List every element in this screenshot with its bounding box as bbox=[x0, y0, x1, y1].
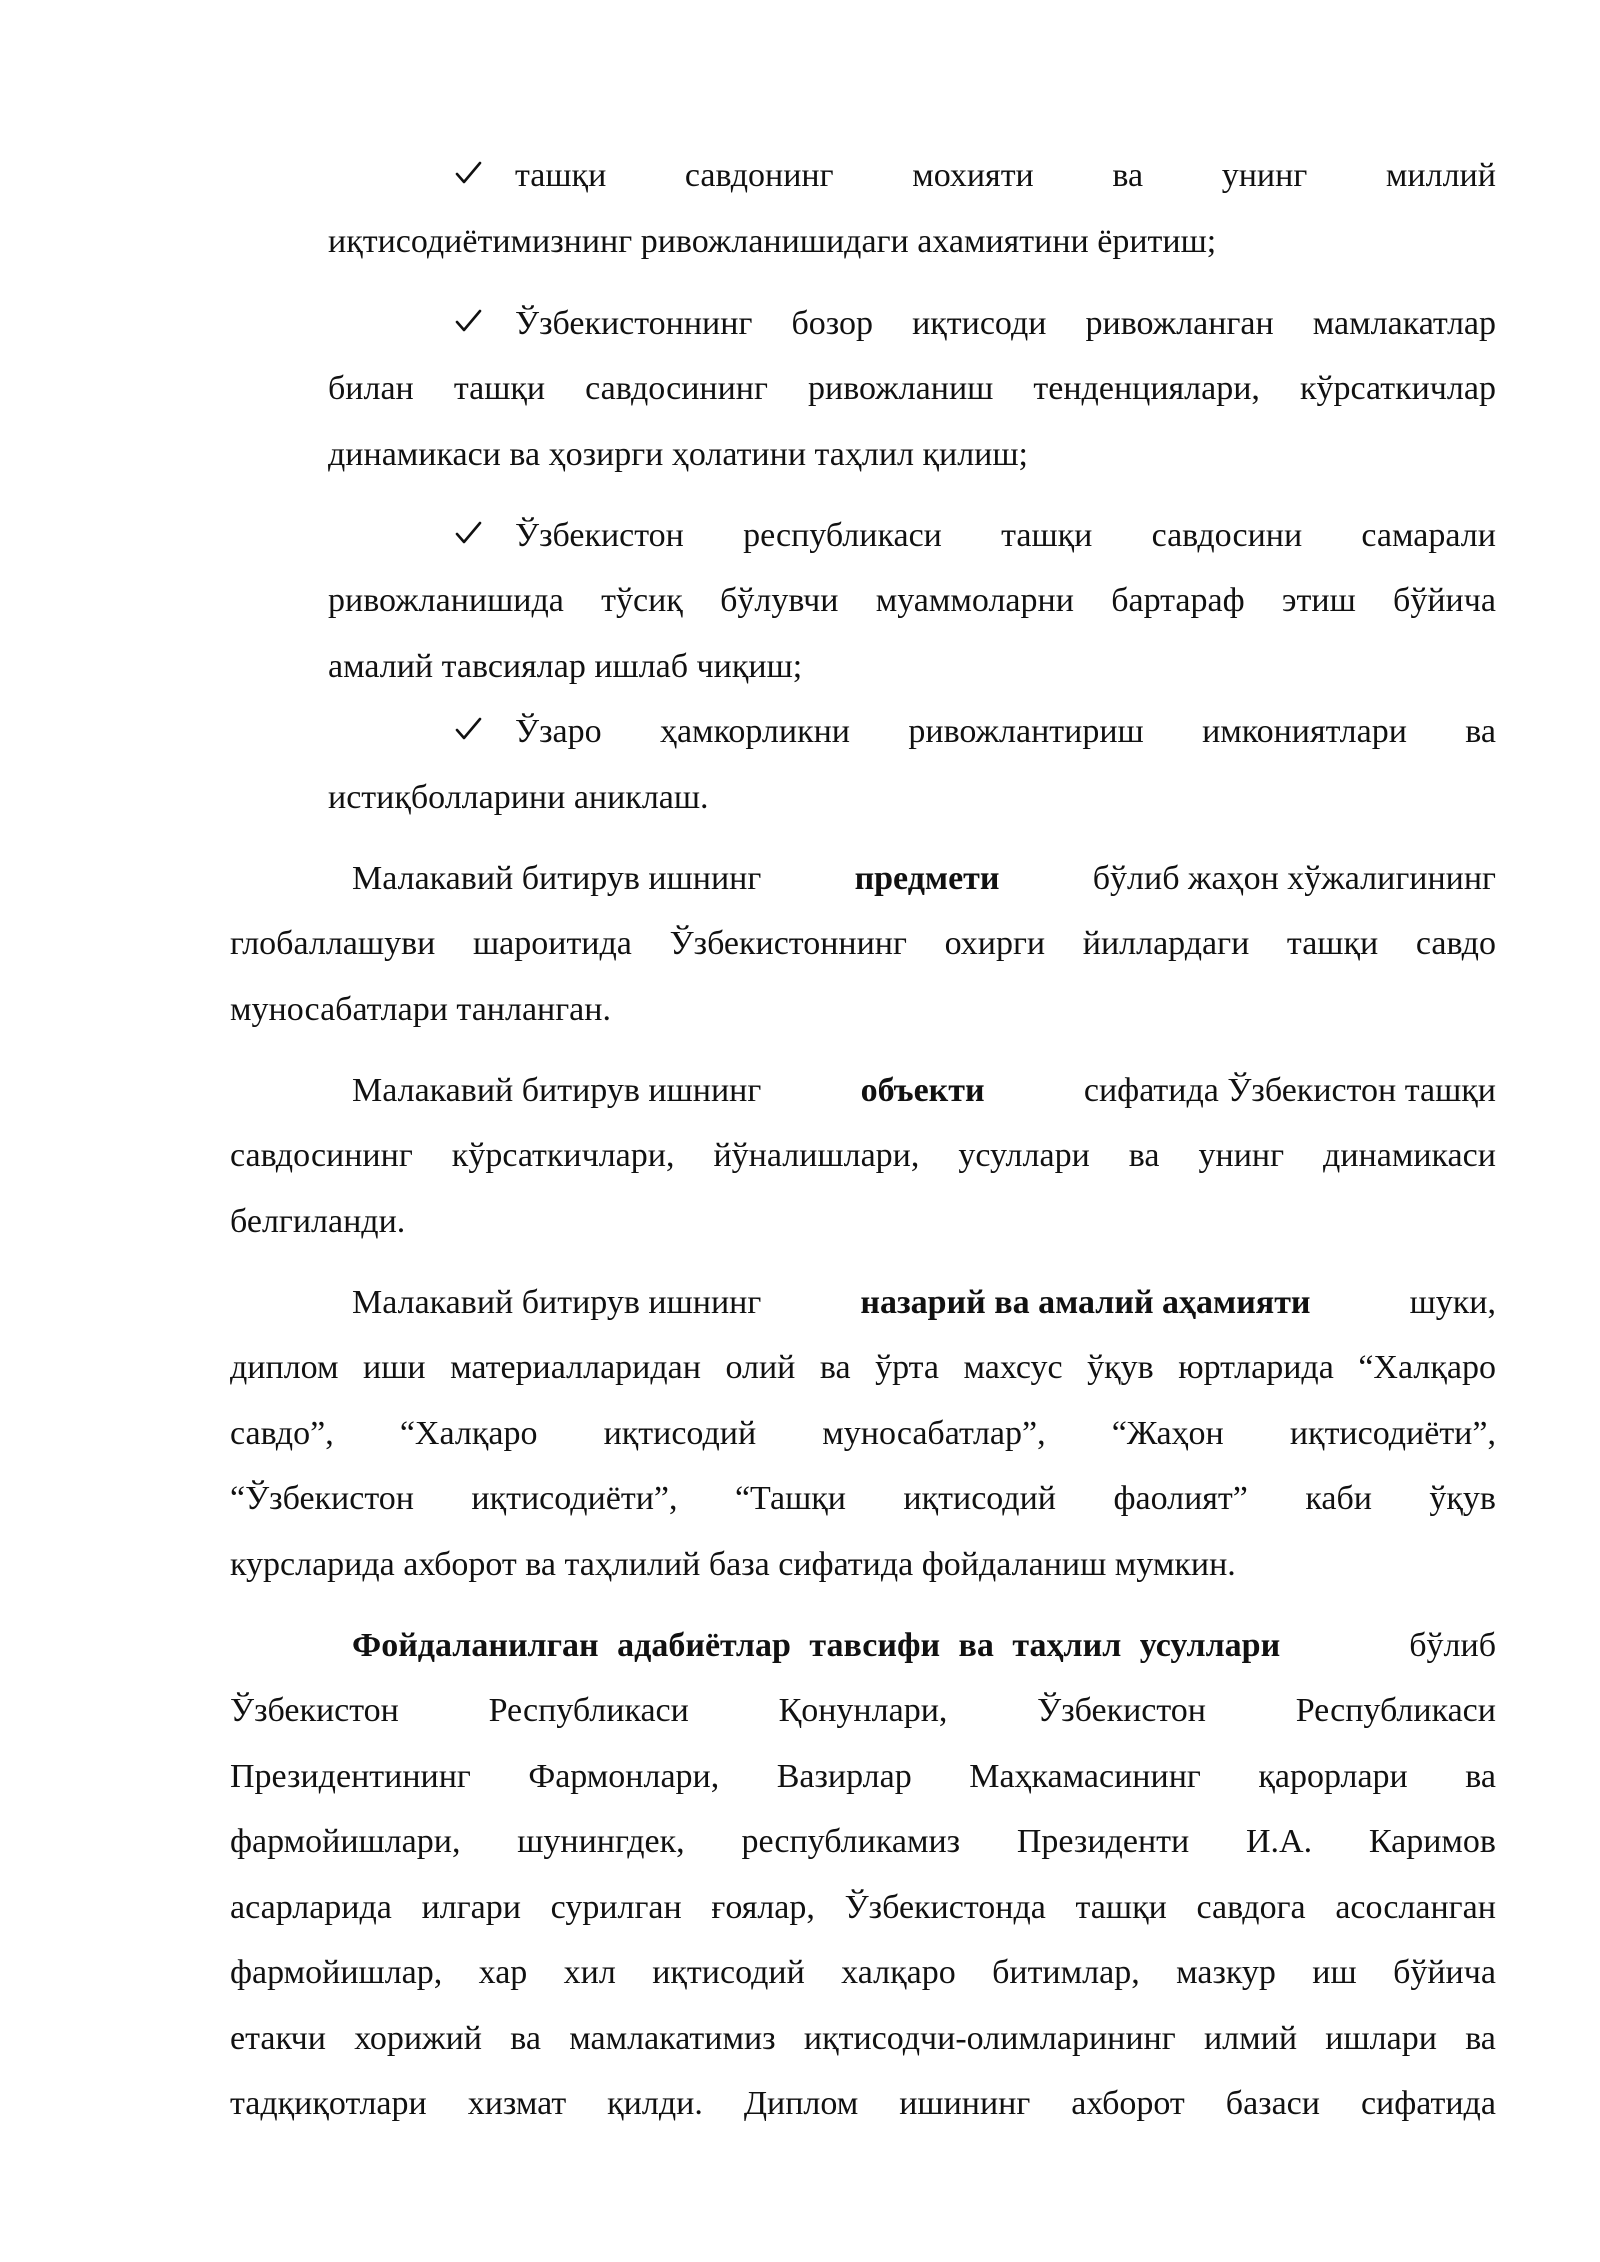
word: ишлари bbox=[1325, 2020, 1437, 2057]
word: Республикаси bbox=[1295, 1692, 1496, 1729]
literature-paragraph-line-2 bbox=[230, 1689, 1496, 1733]
word: тенденциялари, bbox=[1033, 370, 1260, 407]
word: иқтисодиёти”, bbox=[471, 1480, 678, 1517]
word: Ўзбекистон bbox=[1037, 1692, 1206, 1729]
significance-keyword: назарий ва амалий аҳамияти bbox=[860, 1284, 1311, 1321]
word: юртларида bbox=[1178, 1349, 1334, 1386]
word: мохияти bbox=[912, 157, 1034, 194]
word: ташқи bbox=[1001, 517, 1093, 554]
word: ғоялар, bbox=[711, 1889, 815, 1926]
word: ва bbox=[819, 1349, 851, 1386]
bullet-1-line-2: иқтисодиётимизнинг ривожланишидаги ахамиятини ёритиш; bbox=[328, 223, 1217, 260]
bullet-2-line-3: динамикаси ва ҳозирги ҳолатини таҳлил қилиш; bbox=[328, 436, 1029, 473]
word: этиш bbox=[1281, 582, 1356, 619]
word: илгари bbox=[421, 1889, 521, 1926]
subject-keyword: предмети bbox=[854, 860, 1000, 897]
word: савдо”, bbox=[230, 1415, 334, 1452]
word: республикамиз bbox=[741, 1823, 961, 1860]
literature-paragraph-line-3 bbox=[230, 1755, 1496, 1799]
word: динамикаси bbox=[1323, 1137, 1496, 1174]
word: йўналишлари, bbox=[713, 1137, 920, 1174]
word: Каримов bbox=[1368, 1823, 1496, 1860]
word: Ўзбекистоннинг bbox=[515, 305, 753, 342]
word: кўрсаткичлар bbox=[1300, 370, 1496, 407]
significance-paragraph-line-4 bbox=[230, 1477, 1496, 1521]
checkmark-icon bbox=[454, 154, 488, 198]
word: савдосининг bbox=[585, 370, 768, 407]
subject-text-after: бўлиб жаҳон хўжалигининг bbox=[1092, 860, 1496, 897]
word: унинг bbox=[1221, 157, 1308, 194]
word: “Халқаро bbox=[399, 1415, 538, 1452]
word: асарларида bbox=[230, 1889, 392, 1926]
word: ва bbox=[1112, 157, 1144, 194]
word: ташқи bbox=[1075, 1889, 1167, 1926]
word: илмий bbox=[1203, 2020, 1298, 2057]
word: савдога bbox=[1196, 1889, 1306, 1926]
word: диплом bbox=[230, 1349, 339, 1386]
checkmark-icon bbox=[454, 514, 488, 558]
word: Ўзбекистон bbox=[515, 517, 684, 554]
word: ташқи bbox=[1286, 925, 1379, 962]
word: иқтисоди bbox=[912, 305, 1047, 342]
object-text-before: Малакавий битирув ишнинг bbox=[352, 1072, 762, 1109]
word: Фармонлари, bbox=[528, 1758, 720, 1795]
word: хил bbox=[563, 1954, 616, 1991]
word: хизмат bbox=[467, 2085, 567, 2122]
object-paragraph-line-2 bbox=[230, 1134, 1496, 1178]
word: ўқув bbox=[1087, 1349, 1154, 1386]
word: етакчи bbox=[230, 2020, 326, 2057]
word: ҳамкорликни bbox=[659, 713, 850, 750]
significance-paragraph-line-5: курсларида ахборот ва таҳлилий база сифатида фойдаланиш мумкин. bbox=[230, 1546, 1236, 1583]
word: ва bbox=[510, 2020, 541, 2057]
subject-paragraph-line-3: муносабатлари танланган. bbox=[230, 991, 611, 1028]
word: махсус bbox=[963, 1349, 1063, 1386]
word: ва bbox=[1465, 713, 1496, 750]
subject-paragraph-line-1 bbox=[352, 857, 1496, 901]
word: халқаро bbox=[841, 1954, 956, 1991]
literature-paragraph-line-5 bbox=[230, 1886, 1496, 1930]
word: иши bbox=[363, 1349, 426, 1386]
bullet-2-line-2 bbox=[328, 367, 1496, 411]
word: тадқиқотлари bbox=[230, 2085, 427, 2122]
word: “Ташқи bbox=[734, 1480, 846, 1517]
literature-paragraph-line-6 bbox=[230, 1951, 1496, 1995]
literature-paragraph-line-8 bbox=[230, 2082, 1496, 2126]
word: ташқи bbox=[515, 157, 607, 194]
word: материалларидан bbox=[450, 1349, 701, 1386]
significance-text-after: шуки, bbox=[1409, 1284, 1496, 1321]
word: “Ўзбекистон bbox=[230, 1480, 414, 1517]
word: миллий bbox=[1385, 157, 1496, 194]
word: мазкур bbox=[1176, 1954, 1276, 1991]
word: иқтисодчи-олимларининг bbox=[803, 2020, 1176, 2057]
significance-paragraph-line-2 bbox=[230, 1346, 1496, 1390]
word: охирги bbox=[944, 925, 1046, 962]
literature-paragraph-line-1 bbox=[352, 1624, 1496, 1668]
significance-paragraph-line-1 bbox=[352, 1281, 1496, 1325]
word: ривожланган bbox=[1085, 305, 1274, 342]
bullet-2-line-1 bbox=[515, 302, 1496, 346]
word: имкониятлари bbox=[1202, 713, 1407, 750]
word: муаммоларни bbox=[875, 582, 1074, 619]
word: сурилган bbox=[550, 1889, 682, 1926]
word: “Халқаро bbox=[1358, 1349, 1496, 1386]
word: ривожлантириш bbox=[908, 713, 1144, 750]
word: қарорлари bbox=[1258, 1758, 1408, 1795]
word: шунингдек, bbox=[517, 1823, 685, 1860]
word: хар bbox=[478, 1954, 528, 1991]
word: йиллардаги bbox=[1082, 925, 1250, 962]
word: бўйича bbox=[1393, 1954, 1496, 1991]
significance-text-before: Малакавий битирув ишнинг bbox=[352, 1284, 762, 1321]
word: мамлакатлар bbox=[1312, 305, 1496, 342]
word: ва bbox=[1465, 2020, 1496, 2057]
literature-text-after: бўлиб bbox=[1409, 1627, 1496, 1664]
word: унинг bbox=[1198, 1137, 1285, 1174]
word: тўсиқ bbox=[601, 582, 683, 619]
bullet-3-line-2 bbox=[328, 579, 1496, 623]
word: базаси bbox=[1225, 2085, 1320, 2122]
word: ташқи bbox=[453, 370, 546, 407]
word: ўрта bbox=[875, 1349, 939, 1386]
subject-text-before: Малакавий битирув ишнинг bbox=[352, 860, 762, 897]
word: бозор bbox=[791, 305, 873, 342]
word: савдосини bbox=[1151, 517, 1303, 554]
literature-paragraph-line-7 bbox=[230, 2017, 1496, 2061]
word: ривожланиш bbox=[808, 370, 994, 407]
word: бартараф bbox=[1111, 582, 1245, 619]
bullet-1-line-1 bbox=[515, 154, 1496, 198]
object-paragraph-line-3: белгиланди. bbox=[230, 1203, 406, 1240]
word: хорижий bbox=[354, 2020, 483, 2057]
word: ахборот bbox=[1071, 2085, 1185, 2122]
word: Қонунлари, bbox=[778, 1692, 948, 1729]
word: муносабатлар”, bbox=[822, 1415, 1046, 1452]
word: ўқув bbox=[1429, 1480, 1496, 1517]
checkmark-icon bbox=[454, 710, 488, 754]
word: иқтисодий bbox=[652, 1954, 805, 1991]
bullet-3-line-1 bbox=[515, 514, 1496, 558]
checkmark-icon bbox=[454, 302, 488, 346]
word: глобаллашуви bbox=[230, 925, 436, 962]
word: Вазирлар bbox=[776, 1758, 912, 1795]
object-keyword: объекти bbox=[860, 1072, 985, 1109]
word: Диплом bbox=[743, 2085, 859, 2122]
word: шароитида bbox=[472, 925, 632, 962]
word: фармойишлар, bbox=[230, 1954, 443, 1991]
word: ривожланишида bbox=[328, 582, 564, 619]
word: асосланган bbox=[1335, 1889, 1496, 1926]
word: Ўзбекистонда bbox=[844, 1889, 1046, 1926]
word: И.А. bbox=[1245, 1823, 1313, 1860]
word: савдо bbox=[1415, 925, 1496, 962]
word: олий bbox=[725, 1349, 796, 1386]
word: каби bbox=[1305, 1480, 1372, 1517]
word: қилди. bbox=[607, 2085, 703, 2122]
bullet-4-line-1 bbox=[515, 710, 1496, 754]
word: Ўзбекистоннинг bbox=[669, 925, 907, 962]
word: Республикаси bbox=[488, 1692, 689, 1729]
word: савдонинг bbox=[684, 157, 834, 194]
word: битимлар, bbox=[992, 1954, 1140, 1991]
object-text-after: сифатида Ўзбекистон ташқи bbox=[1083, 1072, 1496, 1109]
word: савдосининг bbox=[230, 1137, 413, 1174]
word: иқтисодий bbox=[603, 1415, 757, 1452]
word: ишининг bbox=[899, 2085, 1031, 2122]
word: самарали bbox=[1361, 517, 1496, 554]
word: иқтисодиёти”, bbox=[1289, 1415, 1496, 1452]
word: фаолият” bbox=[1113, 1480, 1248, 1517]
significance-paragraph-line-3 bbox=[230, 1412, 1496, 1456]
object-paragraph-line-1 bbox=[352, 1069, 1496, 1113]
word: билан bbox=[328, 370, 414, 407]
bullet-3-line-3: амалий тавсиялар ишлаб чиқиш; bbox=[328, 648, 803, 685]
word: иш bbox=[1312, 1954, 1357, 1991]
bullet-4-line-2: истиқболларини аниклаш. bbox=[328, 779, 709, 816]
word: ва bbox=[1465, 1758, 1496, 1795]
word: Маҳкамасининг bbox=[969, 1758, 1201, 1795]
literature-keyword: Фойдаланилган адабиётлар тавсифи ва таҳлил усуллари bbox=[352, 1627, 1281, 1664]
word: ва bbox=[1128, 1137, 1160, 1174]
literature-paragraph-line-4 bbox=[230, 1820, 1496, 1864]
word: Президенти bbox=[1016, 1823, 1190, 1860]
word: сифатида bbox=[1360, 2085, 1496, 2122]
word: кўрсаткичлари, bbox=[451, 1137, 675, 1174]
word: Ўзаро bbox=[515, 713, 602, 750]
word: Президентининг bbox=[230, 1758, 471, 1795]
subject-paragraph-line-2 bbox=[230, 922, 1496, 966]
word: Ўзбекистон bbox=[230, 1692, 399, 1729]
word: республикаси bbox=[743, 517, 942, 554]
word: бўлувчи bbox=[720, 582, 839, 619]
word: усуллари bbox=[958, 1137, 1090, 1174]
word: мамлакатимиз bbox=[569, 2020, 776, 2057]
word: фармойишлари, bbox=[230, 1823, 461, 1860]
word: “Жаҳон bbox=[1111, 1415, 1224, 1452]
word: бўйича bbox=[1393, 582, 1496, 619]
word: иқтисодий bbox=[903, 1480, 1056, 1517]
